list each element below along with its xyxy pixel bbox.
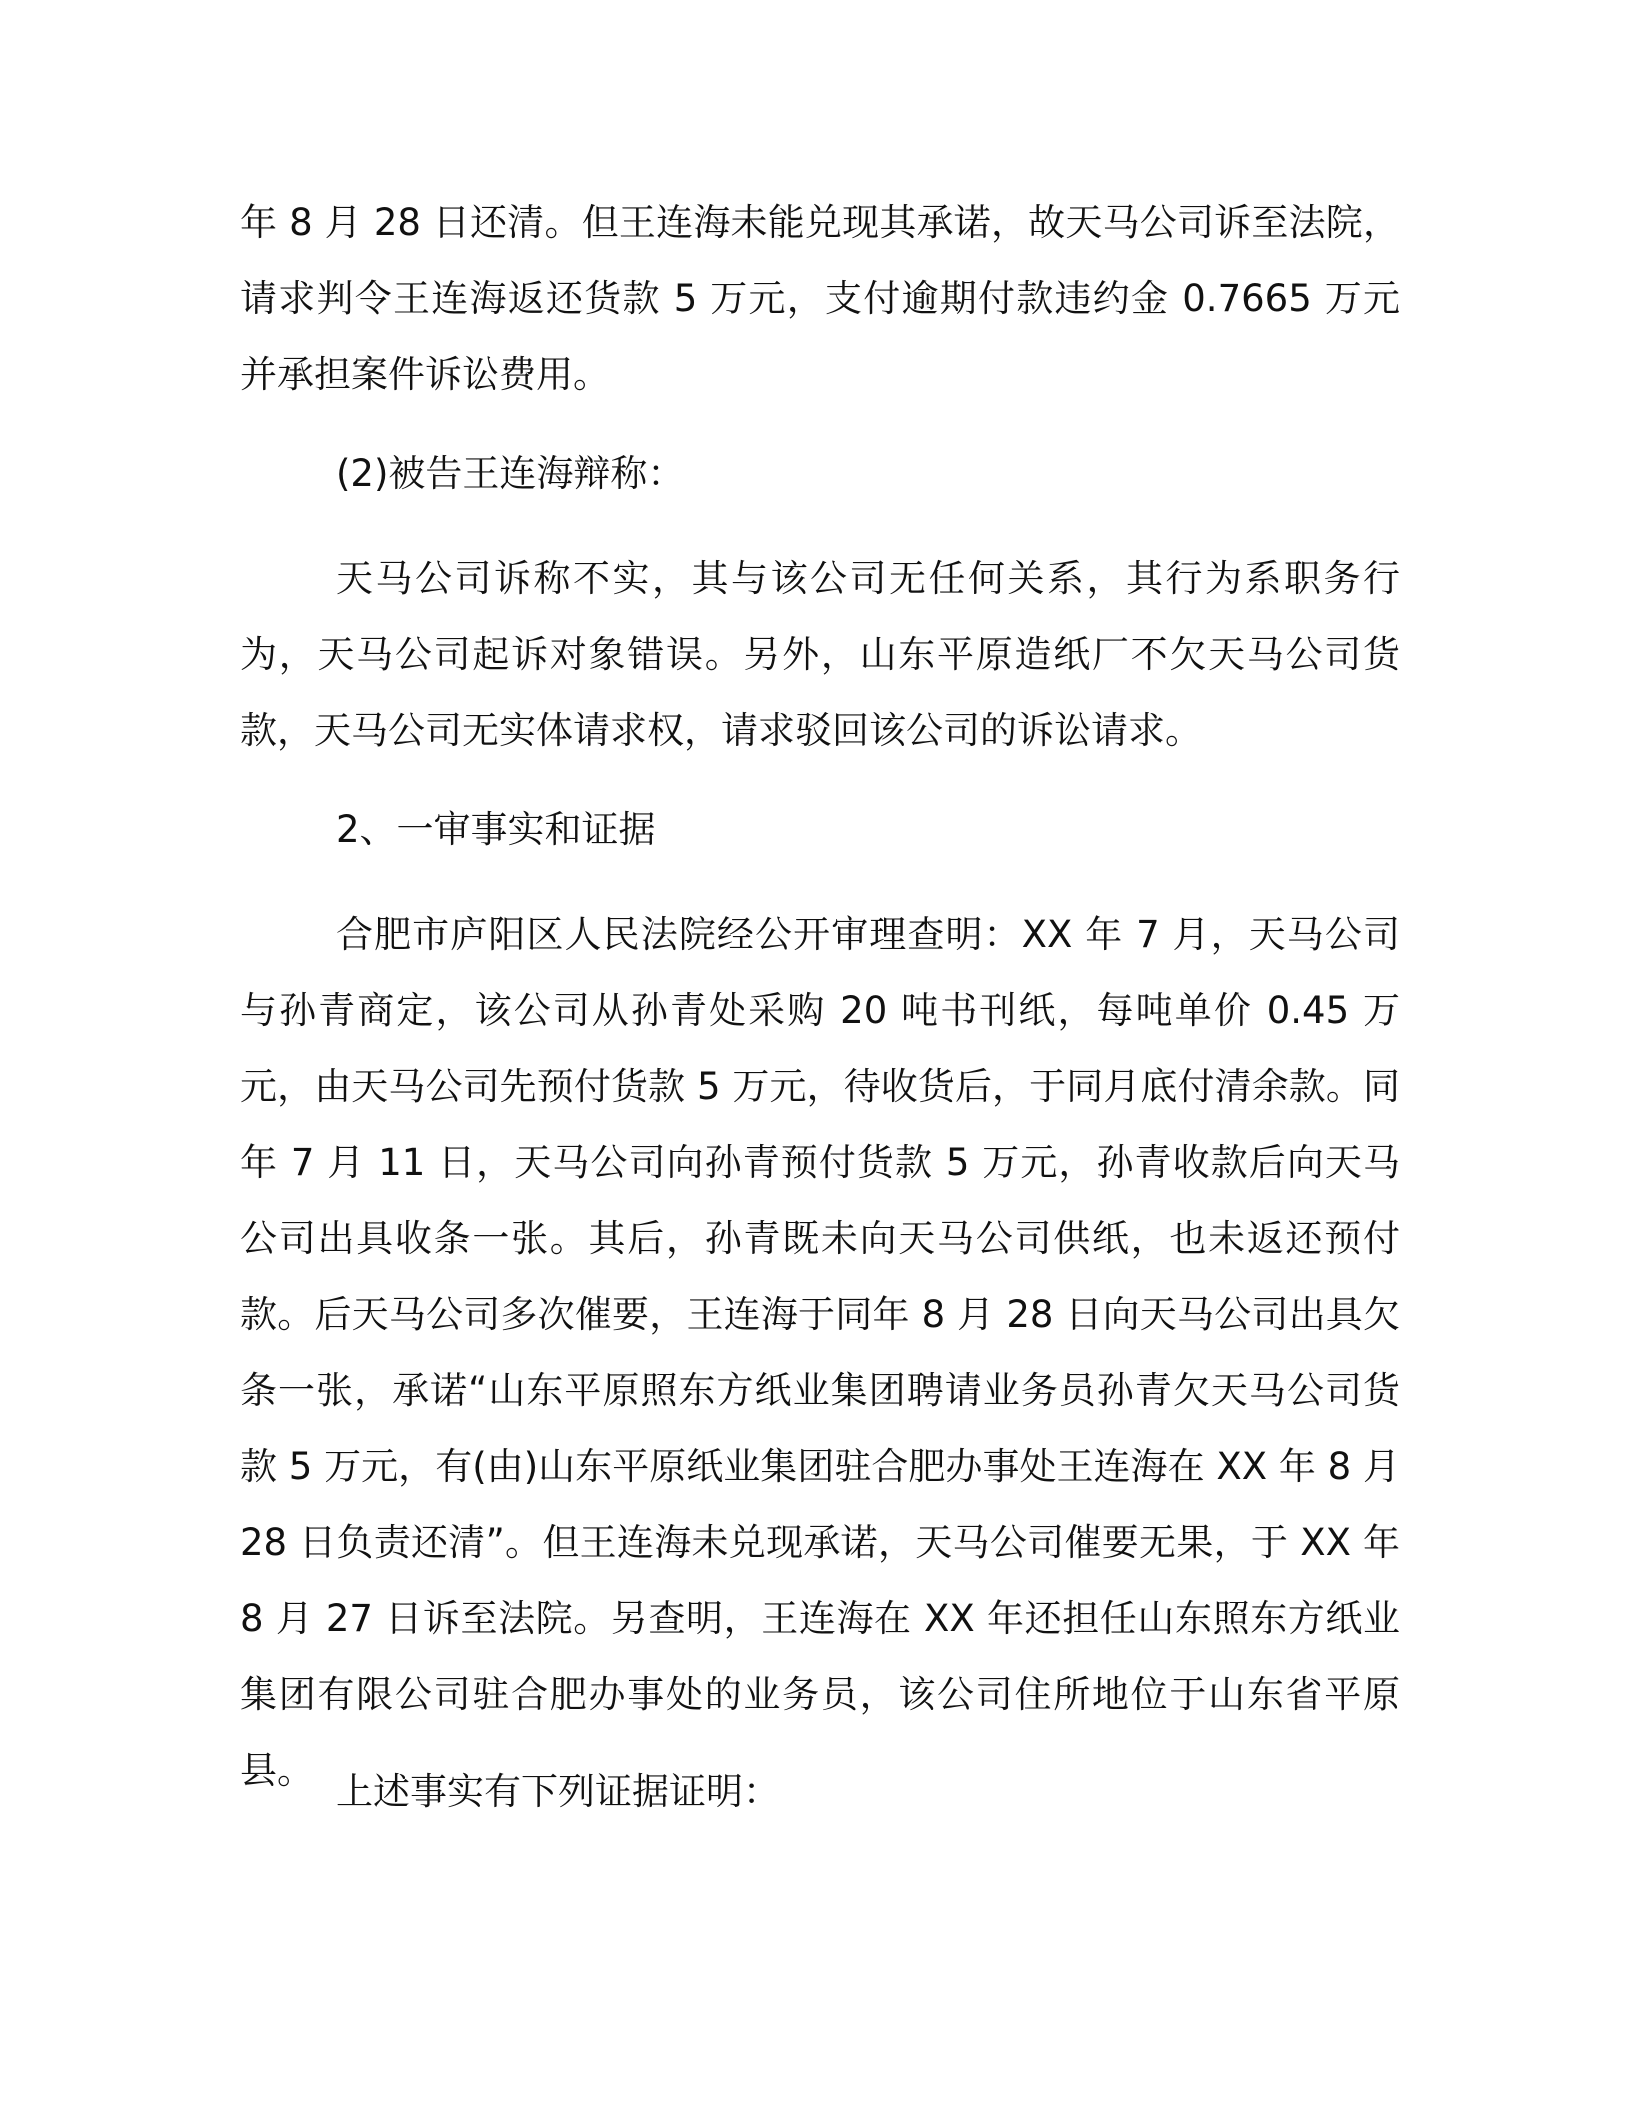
- paragraph-claim-ending: 年 8 月 28 日还清。但王连海未能兑现其承诺，故天马公司诉至法院，请求判令王连海返还货款 5 万元，支付逾期付款违约金 0.7665 万元并承担案件诉讼费用。: [240, 201, 1400, 396]
- heading-evidence: 上述事实有下列证据证明：: [336, 1770, 780, 1813]
- paragraph-defense: 天马公司诉称不实，其与该公司无任何关系，其行为系职务行为，天马公司起诉对象错误。另外，山东平原造纸厂不欠天马公司货款，天马公司无实体请求权，请求驳回该公司的诉讼请求。: [240, 557, 1400, 752]
- heading-first-instance-facts: 2、一审事实和证据: [336, 808, 656, 851]
- paragraph-findings: 合肥市庐阳区人民法院经公开审理查明：XX 年 7 月，天马公司与孙青商定，该公司从孙青处采购 20 吨书刊纸，每吨单价 0.45 万元，由天马公司先预付货款 5 万元，待收货后，于同月底付清余款。同年 7 月 11 日，天马公司向孙青预付货款 5 万元，孙青收款后向天马公司出具收条一张。其后，孙青既未向天马公司供纸，也未返还预付款。后天马公司多次催要，王连海于同年 8 月 28 日向天马公司出具欠条一张，承诺“山东平原照东方纸业集团聘请业务员孙青欠天马公司货款 5 万元，有(由)山东平原纸业集团驻合肥办事处王连海在 XX 年 8 月 28 日负责还清”。但王连海未兑现承诺，天马公司催要无果，于 XX 年 8 月 27 日诉至法院。另查明，王连海在 XX 年还担任山东照东方纸业集团有限公司驻合肥办事处的业务员，该公司住所地位于山东省平原县。: [240, 913, 1400, 1792]
- heading-defendant-defense: (2)被告王连海辩称：: [336, 452, 685, 495]
